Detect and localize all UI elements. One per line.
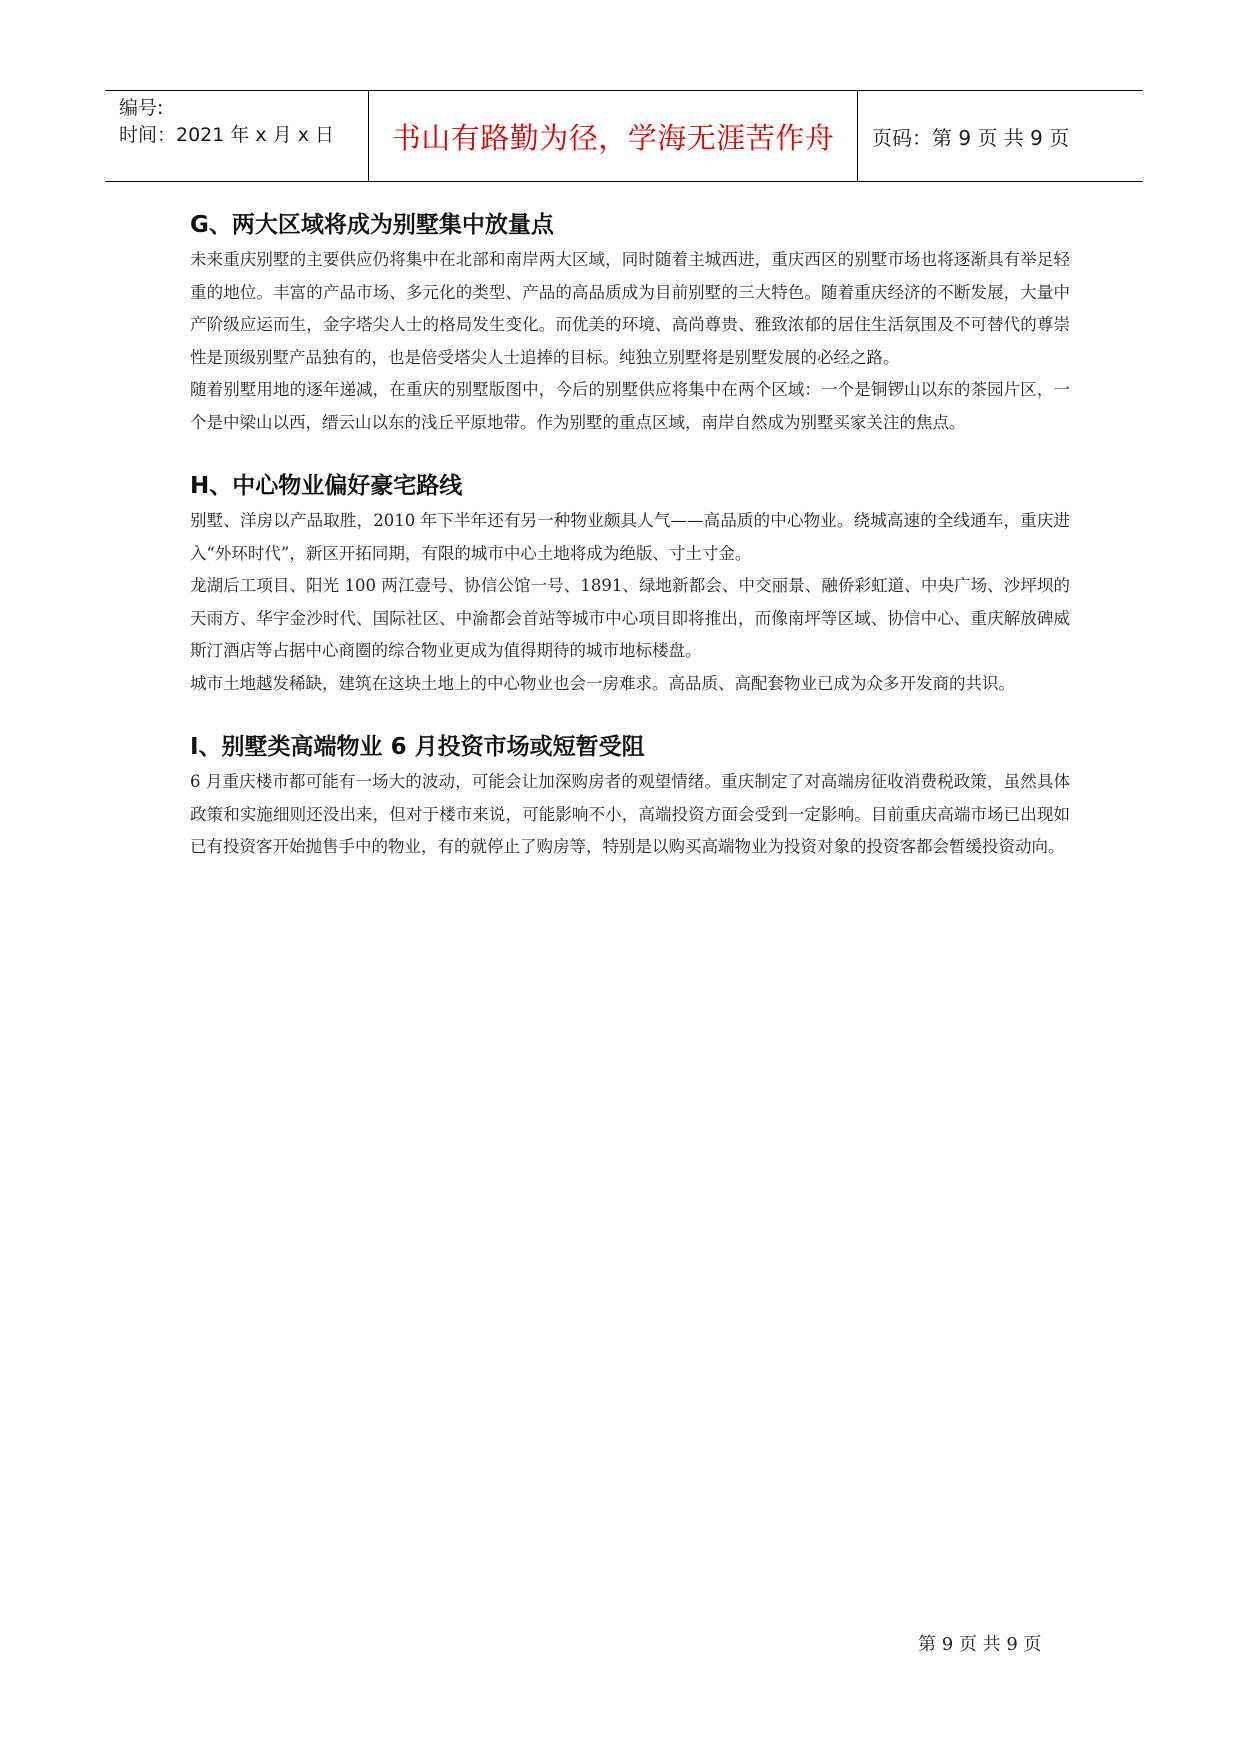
document-time-label: 时间：2021 年 x 月 x 日 [119, 124, 335, 146]
paragraph: 随着别墅用地的逐年递减，在重庆的别墅版图中，今后的别墅供应将集中在两个区域：一个是铜锣山以东的茶园片区，一个是中梁山以西，缙云山以东的浅丘平原地带。作为别墅的重点区域，南岸自然成为别墅买家关注的焦点。 [190, 380, 1070, 432]
header-motto: 书山有路勤为径，学海无涯苦作舟 [391, 120, 835, 155]
section-h [190, 469, 1070, 700]
header-motto-cell [369, 91, 858, 181]
document-body [190, 208, 1070, 894]
paragraph: 别墅、洋房以产品取胜，2010 年下半年还有另一种物业颇具人气——高品质的中心物业。绕城高速的全线通车，重庆进入“外环时代”，新区开拓同期，有限的城市中心土地将成为绝版、寸土寸金。 [190, 511, 1070, 563]
page-footer [918, 1630, 1042, 1656]
section-g [190, 208, 1070, 439]
header-page-cell [858, 91, 1143, 181]
paragraph: 未来重庆别墅的主要供应仍将集中在北部和南岸两大区域，同时随着主城西进，重庆西区的别墅市场也将逐渐具有举足轻重的地位。丰富的产品市场、多元化的类型、产品的高品质成为目前别墅的三大特色。随着重庆经济的不断发展，大量中产阶级应运而生，金字塔尖人士的格局发生变化。而优美的环境、高尚尊贵、雅致浓郁的居住生活氛围及不可替代的尊崇性是顶级别墅产品独有的，也是倍受塔尖人士追捧的目标。纯独立别墅将是别墅发展的必经之路。 [190, 250, 1070, 367]
paragraph: 6 月重庆楼市都可能有一场大的波动，可能会让加深购房者的观望情绪。重庆制定了对高端房征收消费税政策，虽然具体政策和实施细则还没出来，但对于楼市来说，可能影响不小，高端投资方面会受到一定影响。目前重庆高端市场已出现如已有投资客开始抛售手中的物业，有的就停止了购房等，特别是以购买高端物业为投资对象的投资客都会暂缓投资动向。 [190, 772, 1070, 856]
section-title: I、别墅类高端物业 6 月投资市场或短暂受阻 [190, 734, 645, 760]
document-number-label: 编号: [119, 97, 164, 119]
section-title: G、两大区域将成为别墅集中放量点 [190, 212, 554, 238]
paragraph: 城市土地越发稀缺，建筑在这块土地上的中心物业也会一房难求。高品质、高配套物业已成为众多开发商的共识。 [190, 673, 1015, 693]
paragraph: 龙湖后工项目、阳光 100 两江壹号、协信公馆一号、1891、绿地新都会、中交丽景、融侨彩虹道、中央广场、沙坪坝的天雨方、华宇金沙时代、国际社区、中渝都会首站等城市中心项目即将推出，而像南坪等区域、协信中心、重庆解放碑威斯汀酒店等占据中心商圈的综合物业更成为值得期待的城市地标楼盘。 [190, 576, 1070, 660]
section-title: H、中心物业偏好豪宅路线 [190, 473, 463, 499]
section-i [190, 730, 1070, 864]
document-header [105, 90, 1143, 182]
header-meta-cell [105, 91, 369, 181]
header-page-label: 页码：第 9 页 共 9 页 [872, 125, 1070, 150]
footer-page-number: 第 9 页 共 9 页 [918, 1634, 1042, 1655]
